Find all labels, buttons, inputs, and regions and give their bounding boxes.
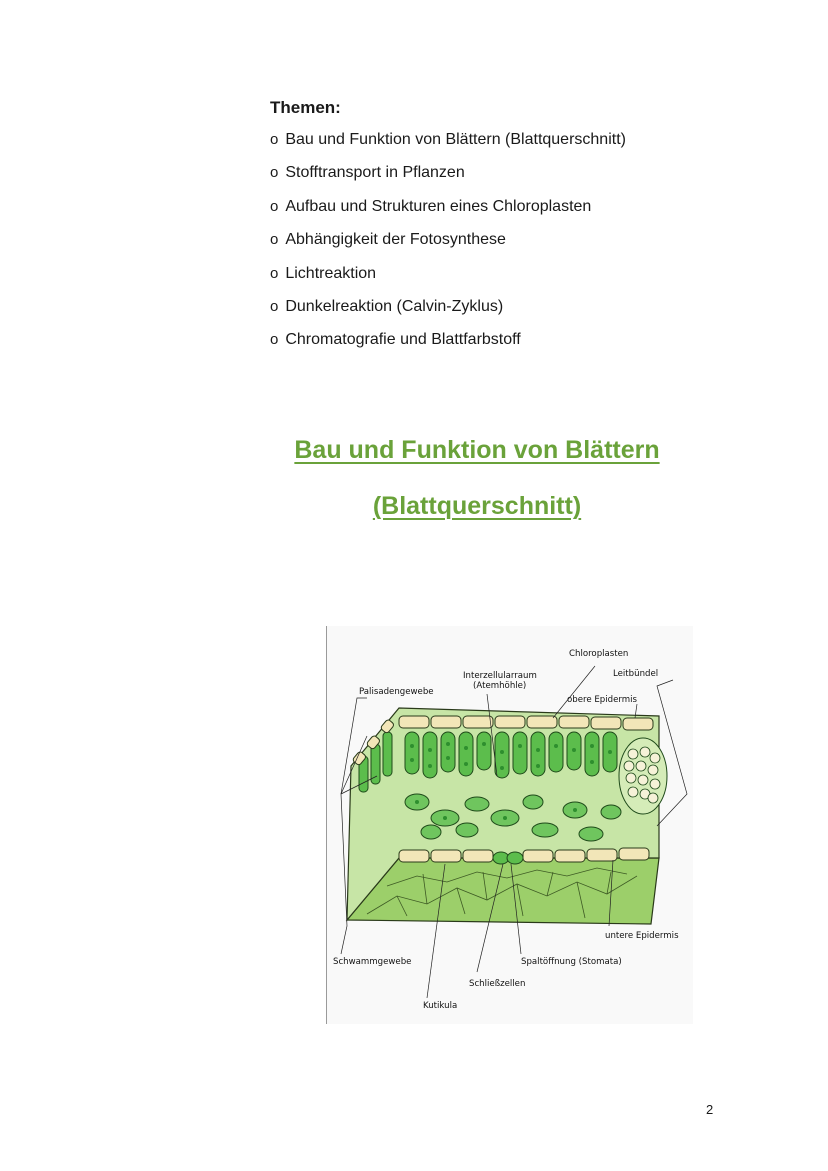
label-spalt: Spaltöffnung (Stomata)	[521, 957, 622, 967]
topics-heading: Themen:	[270, 98, 341, 117]
leaf-cross-section-figure	[326, 626, 693, 1024]
circle-bullet-icon: o	[270, 164, 279, 182]
section-title-line-2: (Blattquerschnitt)	[372, 492, 582, 520]
topic-label: Chromatografie und Blattfarbstoff	[285, 331, 521, 349]
label-interzellular-2: (Atemhöhle)	[473, 681, 527, 691]
leaf-diagram	[327, 626, 693, 1024]
label-obere-epidermis: obere Epidermis	[567, 695, 637, 705]
circle-bullet-icon: o	[270, 131, 279, 148]
topic-item	[270, 295, 626, 328]
topic-label: Stofftransport in Pflanzen	[285, 164, 465, 182]
topic-item	[270, 328, 626, 361]
topic-item	[270, 262, 626, 295]
topic-label: Abhängigkeit der Fotosynthese	[285, 231, 506, 249]
topic-label: Aufbau und Strukturen eines Chloroplasten	[285, 197, 592, 215]
topics-list	[270, 128, 626, 362]
circle-bullet-icon: o	[270, 331, 279, 349]
circle-bullet-icon: o	[270, 297, 279, 315]
label-chloroplasten: Chloroplasten	[569, 649, 629, 659]
topics-block	[270, 98, 626, 362]
topic-label: Dunkelreaktion (Calvin-Zyklus)	[285, 297, 504, 315]
page-number: 2	[706, 1102, 714, 1117]
label-leitbuendel: Leitbündel	[613, 669, 659, 679]
section-title-line-1: Bau und Funktion von Blättern	[294, 436, 660, 464]
label-palisaden: Palisadengewebe	[359, 687, 434, 697]
label-untere-epidermis: untere Epidermis	[605, 931, 679, 941]
label-schliess: Schließzellen	[469, 979, 526, 989]
label-interzellular-1: Interzellularraum	[463, 671, 537, 681]
vascular-bundle	[619, 738, 667, 814]
topic-label: Lichtreaktion	[285, 264, 377, 282]
topic-label: Bau und Funktion von Blättern (Blattquerschnitt)	[285, 131, 626, 148]
topic-item	[270, 161, 626, 194]
circle-bullet-icon: o	[270, 197, 279, 215]
topic-item	[270, 195, 626, 228]
label-schwamm: Schwammgewebe	[333, 957, 412, 967]
circle-bullet-icon: o	[270, 231, 279, 249]
topic-item	[270, 128, 626, 161]
circle-bullet-icon: o	[270, 264, 279, 282]
topic-item	[270, 228, 626, 261]
label-kutikula: Kutikula	[423, 1001, 458, 1011]
